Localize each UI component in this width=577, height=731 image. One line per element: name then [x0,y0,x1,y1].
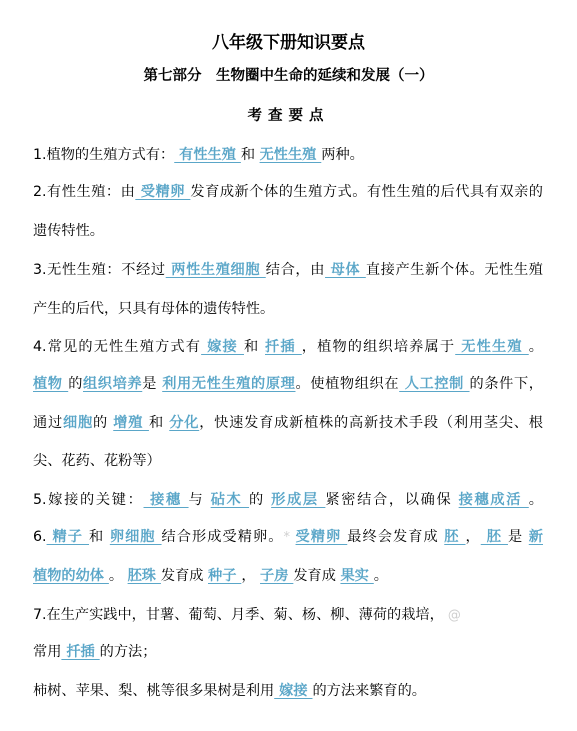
text-segment: 发育成新个体的生殖方式。有性生殖的后代具有双亲的 [190,184,543,200]
text-line [33,220,104,240]
text-segment: 是 [507,529,529,545]
text-line [33,680,426,700]
section-subtitle: 第七部分 生物圈中生命的延续和发展（一） [143,68,434,84]
text-segment: 紧密结合，以确保 [325,492,459,508]
answer-blank: 母体 [325,262,366,278]
text-segment: 。 [108,568,128,584]
text-segment: ，快速发育成新植株的高新技术手段（利用茎尖、根 [199,415,543,431]
text-segment: 。 [528,492,543,508]
answer-blank: 受精卵 [135,184,191,200]
page-title: 八年级下册知识要点 [212,33,365,53]
text-line [33,336,543,356]
answer-blank: 砧木 [210,492,250,508]
answer-blank: 分化 [169,415,200,431]
answer-blank: 两性生殖细胞 [165,262,266,278]
text-line [33,412,543,432]
text-segment: 发育成 [160,568,208,584]
text-segment: 7.在生产实践中，甘薯、葡萄、月季、菊、杨、柳、薄荷的栽培， [33,607,444,623]
text-line [33,144,364,164]
text-segment: 遗传特性。 [33,223,104,239]
text-segment: 1.植物的生殖方式有： [33,147,175,163]
text-segment: 最终会发育成 [347,529,445,545]
text-segment: 通过 [33,415,63,431]
text-segment: ，植物的组织培养属于 [301,339,456,355]
answer-blank: 无性生殖 [455,339,529,355]
answer-blank: 精子 [46,529,90,545]
answer-blank: 嫁接 [201,339,244,355]
answer-blank: 利用无性生殖的原理 [162,376,296,392]
text-segment: 直接产生新个体。无性生殖 [365,262,543,278]
text-segment: 的 [68,376,83,392]
text-segment: 和 [148,415,170,431]
answer-blank: 果实 [340,568,374,584]
text-segment: 3.无性生殖：不经过 [33,262,166,278]
answer-blank: 扦插 [61,644,100,660]
text-segment: 和 [243,339,265,355]
answer-blank: 胚 [480,529,508,545]
text-segment: 和 [240,147,260,163]
text-segment: 尖、花药、花粉等） [33,453,161,469]
answer-blank: 新 [528,529,543,545]
answer-blank: 增殖 [113,415,149,431]
answer-blank: 子房 [260,568,294,584]
answer-blank: 接穗 [143,492,189,508]
answer-blank: 胚珠 [127,568,161,584]
section-heading: 考查要点 [247,108,330,124]
text-line [33,373,543,393]
text-segment: 。 [528,339,543,355]
answer-blank: 人工控制 [399,376,470,392]
text-segment: 。使植物组织在 [295,376,400,392]
answer-blank: 植物 [33,376,69,392]
answer-blank: 扦插 [265,339,302,355]
text-line [33,604,461,624]
answer-blank: 胚 [444,529,466,545]
text-segment: ， [465,529,481,545]
answer-blank: 形成层 [271,492,326,508]
text-segment: 5.嫁接的关键： [33,492,144,508]
text-segment: 4.常见的无性生殖方式有 [33,339,202,355]
text-segment: 产生的后代，只具有母体的遗传特性。 [33,301,275,317]
text-segment: 的 [92,415,114,431]
text-segment: 结合形成受精卵。 [161,529,284,545]
answer-blank: 植物的幼体 [33,568,109,584]
text-line [33,298,274,318]
text-segment: 和 [89,529,110,545]
answer-blank: 种子 [208,568,242,584]
text-segment: 的条件下， [469,376,543,392]
watermark-mark: * [283,530,290,545]
text-segment: 的方法； [99,644,157,660]
text-segment: 结合，由 [265,262,326,278]
answer-blank: 卵细胞 [109,529,162,545]
text-segment: 与 [188,492,211,508]
answer-blank: 接穗成活 [458,492,529,508]
answer-blank: 受精卵 [295,529,348,545]
text-segment: ， [241,568,261,584]
text-segment: 6. [33,529,47,545]
text-line [33,181,543,201]
text-line [33,641,156,661]
text-segment: 的 [249,492,272,508]
answer-blank: 无性生殖 [259,147,322,163]
answer-blank: 组织培养 [83,376,143,392]
text-line [33,565,388,585]
text-segment: 柿树、苹果、梨、桃等很多果树是利用 [33,683,275,699]
text-segment: 2.有性生殖：由 [33,184,136,200]
answer-blank: 有性生殖 [174,147,241,163]
text-line [33,259,543,279]
text-segment: 是 [142,376,163,392]
text-segment: 。 [373,568,388,584]
watermark-mark: @ [443,608,461,623]
text-segment: 的方法来繁育的。 [312,683,426,699]
text-line [33,526,543,546]
text-segment: 发育成 [293,568,341,584]
text-line [33,489,543,509]
answer-blank: 嫁接 [274,683,313,699]
text-segment: 常用 [33,644,62,660]
answer-term: 细胞 [62,415,93,431]
text-line [33,450,161,470]
text-segment: 两种。 [321,147,364,163]
